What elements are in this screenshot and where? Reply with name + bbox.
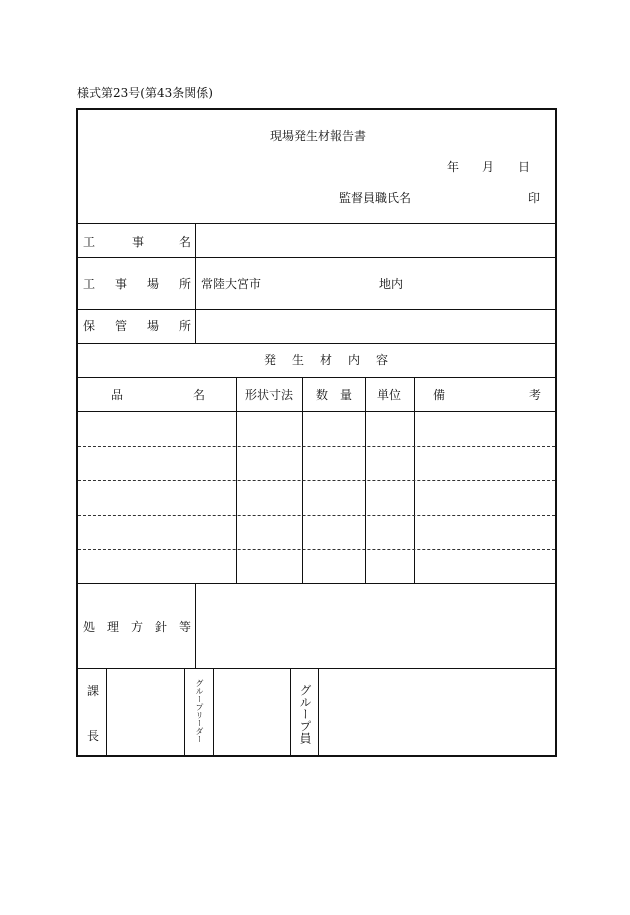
table-row-separator bbox=[78, 480, 555, 481]
disposal-char-1: 処 bbox=[83, 620, 96, 634]
report-form bbox=[76, 108, 557, 757]
form-title: 現場発生材報告書 bbox=[270, 129, 367, 143]
divider bbox=[78, 309, 555, 310]
seal-mark: 印 bbox=[528, 191, 541, 205]
materials-title-char-2: 生 bbox=[292, 353, 305, 367]
divider bbox=[213, 668, 214, 755]
project-name-char-1: 工 bbox=[83, 235, 96, 249]
materials-title-char-4: 内 bbox=[348, 353, 361, 367]
col-shape: 形状寸法 bbox=[245, 388, 294, 402]
site-char-4: 所 bbox=[179, 277, 192, 291]
table-row-separator bbox=[78, 549, 555, 550]
date-year: 年 bbox=[447, 160, 460, 174]
site-char-3: 場 bbox=[147, 277, 160, 291]
divider bbox=[195, 223, 196, 344]
divider bbox=[78, 257, 555, 258]
storage-char-3: 場 bbox=[147, 319, 160, 333]
col-unit: 単位 bbox=[377, 388, 402, 402]
group-leader-label: グループリーダー bbox=[195, 679, 204, 743]
date-day: 日 bbox=[518, 160, 531, 174]
col-qty-char-1: 数 bbox=[316, 388, 329, 402]
storage-char-2: 管 bbox=[115, 319, 128, 333]
col-item-char-1: 品 bbox=[111, 388, 124, 402]
form-number: 様式第23号(第43条関係) bbox=[77, 86, 213, 100]
col-remarks-char-2: 考 bbox=[529, 388, 542, 402]
site-city: 常陸大宮市 bbox=[201, 277, 262, 291]
divider bbox=[318, 668, 319, 755]
divider bbox=[184, 668, 185, 755]
col-qty-char-2: 量 bbox=[340, 388, 353, 402]
disposal-char-2: 理 bbox=[107, 620, 120, 634]
project-name-char-2: 事 bbox=[132, 235, 145, 249]
table-row-separator bbox=[78, 446, 555, 447]
site-char-1: 工 bbox=[83, 277, 96, 291]
materials-title-char-1: 発 bbox=[264, 353, 277, 367]
date-month: 月 bbox=[482, 160, 495, 174]
disposal-char-3: 方 bbox=[131, 620, 144, 634]
divider bbox=[78, 223, 555, 224]
site-suffix: 地内 bbox=[379, 277, 404, 291]
divider bbox=[106, 668, 107, 755]
materials-title-char-3: 材 bbox=[320, 353, 333, 367]
supervisor-label: 監督員職氏名 bbox=[339, 191, 412, 205]
divider bbox=[78, 343, 555, 344]
disposal-char-5: 等 bbox=[179, 620, 192, 634]
divider bbox=[78, 377, 555, 378]
section-chief-char-2: 長 bbox=[87, 729, 100, 743]
col-remarks-char-1: 備 bbox=[433, 388, 446, 402]
divider bbox=[290, 668, 291, 755]
table-row-separator bbox=[78, 515, 555, 516]
disposal-char-4: 針 bbox=[155, 620, 168, 634]
site-char-2: 事 bbox=[115, 277, 128, 291]
divider bbox=[78, 668, 555, 669]
col-item-char-2: 名 bbox=[193, 388, 206, 402]
group-member-label: グループ員 bbox=[298, 684, 312, 744]
project-name-char-3: 名 bbox=[179, 235, 192, 249]
divider bbox=[78, 583, 555, 584]
materials-title-char-5: 容 bbox=[376, 353, 389, 367]
storage-char-4: 所 bbox=[179, 319, 192, 333]
section-chief-char-1: 課 bbox=[87, 684, 100, 698]
divider bbox=[195, 583, 196, 668]
divider bbox=[78, 411, 555, 412]
storage-char-1: 保 bbox=[83, 319, 96, 333]
